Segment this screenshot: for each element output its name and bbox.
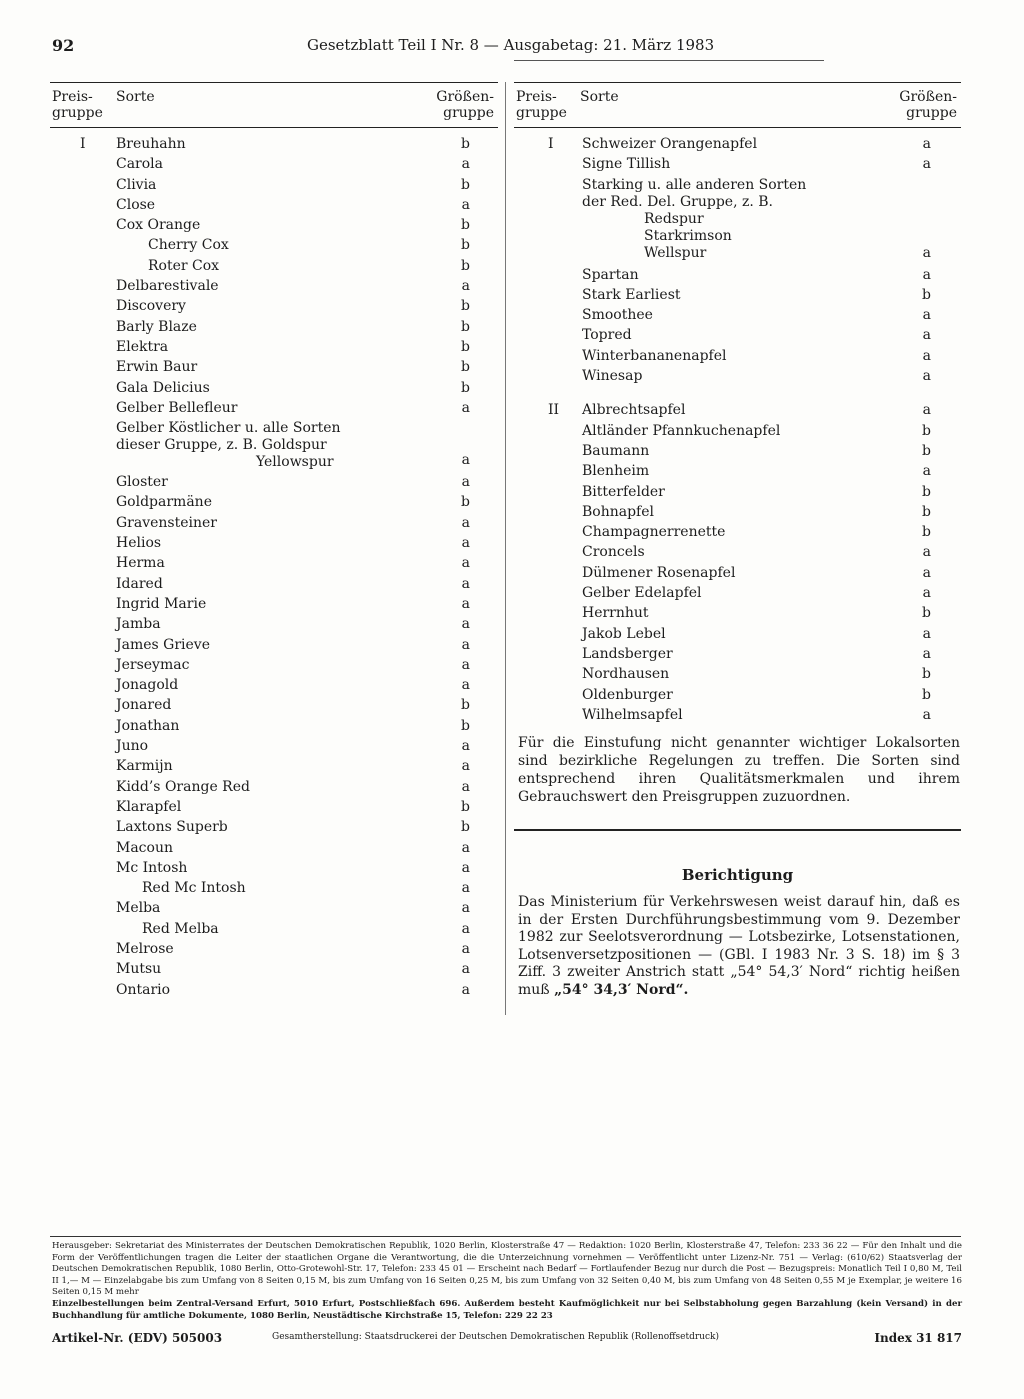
sorte-name: Gelber Edelapfel	[582, 585, 702, 602]
groessengruppe-value: b	[461, 717, 470, 734]
header-rule	[514, 60, 824, 61]
groessengruppe-value: b	[922, 605, 931, 622]
table-row	[50, 959, 498, 979]
berichtigung-correction: „54° 34,3′ Nord“.	[554, 981, 689, 998]
sorte-name: Helios	[116, 535, 162, 552]
table-row	[514, 325, 961, 345]
table-row	[50, 378, 498, 398]
groessengruppe-value: a	[922, 706, 931, 723]
groessengruppe-value: a	[461, 677, 470, 694]
table-row	[514, 134, 961, 154]
groessengruppe-value: a	[461, 880, 470, 897]
table-row	[50, 357, 498, 377]
groessengruppe-value: b	[461, 318, 470, 335]
table-row	[514, 285, 961, 305]
sorte-name: Macoun	[116, 839, 173, 856]
sorte-name: Champagnerrenette	[582, 524, 726, 541]
table-row	[514, 400, 961, 420]
imprint-main: Herausgeber: Sekretariat des Ministerrates der Deutschen Demokratischen Republik, 1020 Berlin, Klosterstraße 47 — Redaktion: 1020 Berlin, Klosterstraße 47, Telefon: 233 36 22 — Für den Inhalt und die Form der Veröffentlichungen tragen die Leiter der staatlichen Organe die Verantwortung, die die Unterzeichnung vornehmen — Veröffentlicht unter Lizenz-Nr. 751 — Verlag: (610/62) Staatsverlag der Deutschen Demokratischen Republik, 1080 Berlin, Otto-Grotewohl-Str. 17, Telefon: 233 45 01 — Erscheint nach Bedarf — Fortlaufender Bezug nur durch die Post — Bezugspreis: Monatlich Teil I 0,80 M, Teil II 1,— M — Einzelabgabe bis zum Umfang von 8 Seiten 0,15 M, bis zum Umfang von 16 Seiten 0,25 M, bis zum Umfang von 32 Seiten 0,40 M, bis zum Umfang von 48 Seiten 0,55 M je Exemplar, je weitere 16 Seiten 0,15 M mehr	[52, 1241, 962, 1298]
sorte-name: Mc Intosh	[116, 859, 188, 876]
groessengruppe-value: b	[461, 217, 470, 234]
groessengruppe-value: a	[461, 514, 470, 531]
groessengruppe-value: b	[461, 819, 470, 836]
groessengruppe-value: b	[461, 494, 470, 511]
sorte-name: Red Melba	[142, 920, 219, 937]
sorte-name: Stark Earliest	[582, 286, 681, 303]
sorte-name: Jonathan	[116, 717, 180, 734]
table-row	[50, 553, 498, 573]
groessengruppe-value: b	[461, 338, 470, 355]
table-row	[50, 817, 498, 837]
table-row	[50, 337, 498, 357]
sorte-name: Smoothee	[582, 307, 653, 324]
sorte-line: Yellowspur	[256, 454, 334, 471]
sorte-name: Baumann	[582, 442, 650, 459]
table-row	[50, 513, 498, 533]
sorte-line: Redspur	[644, 210, 704, 227]
sorte-name: Oldenburger	[582, 686, 673, 703]
table-row	[514, 624, 961, 644]
table-row	[50, 195, 498, 215]
header-sorte: Sorte	[116, 89, 155, 105]
groessengruppe-value: a	[461, 616, 470, 633]
imprint	[52, 1241, 962, 1322]
table-row	[514, 522, 961, 542]
sorte-name: Barly Blaze	[116, 318, 197, 335]
groessengruppe-value: b	[922, 483, 931, 500]
table-row	[50, 614, 498, 634]
table-row	[514, 346, 961, 366]
sorte-line: der Red. Del. Gruppe, z. B.	[582, 193, 773, 210]
groessengruppe-value: a	[461, 196, 470, 213]
groessengruppe-value: a	[461, 595, 470, 612]
sorte-name: Klarapfel	[116, 798, 182, 815]
table-row	[514, 154, 961, 174]
sorte-name: Jonagold	[116, 677, 179, 694]
sorte-name: Mutsu	[116, 961, 162, 978]
header-preis-line1: Preis-	[52, 89, 93, 105]
groessengruppe-value: a	[461, 656, 470, 673]
table-row	[50, 736, 498, 756]
sorte-line: Wellspur	[644, 244, 707, 261]
table-row	[50, 134, 498, 154]
header-preis-line1: Preis-	[516, 89, 557, 105]
footer-rule	[50, 1236, 961, 1237]
preisgruppe-value: II	[548, 402, 560, 419]
sorte-name: Laxtons Superb	[116, 819, 228, 836]
sorte-name: Discovery	[116, 298, 186, 315]
table-row	[514, 664, 961, 684]
groessengruppe-value: a	[461, 156, 470, 173]
groessengruppe-value: a	[461, 474, 470, 491]
table-row	[50, 716, 498, 736]
table-row	[50, 939, 498, 959]
groessengruppe-value: a	[922, 307, 931, 324]
table-row	[514, 421, 961, 441]
sorte-name: Roter Cox	[148, 257, 220, 274]
groessengruppe-value: a	[922, 368, 931, 385]
table-row	[50, 296, 498, 316]
table-row	[50, 256, 498, 276]
sorte-name: Breuhahn	[116, 136, 186, 152]
groessengruppe-value: a	[922, 327, 931, 344]
sorte-name: Clivia	[116, 176, 157, 193]
groessengruppe-value: b	[922, 666, 931, 683]
groessengruppe-value: a	[461, 278, 470, 295]
left-column	[50, 82, 498, 1000]
sorte-name: Goldparmäne	[116, 494, 212, 511]
groessengruppe-value: a	[922, 544, 931, 561]
table-row	[50, 695, 498, 715]
groessengruppe-value: a	[461, 839, 470, 856]
groessengruppe-value: a	[922, 625, 931, 642]
sorte-line: Gelber Köstlicher u. alle Sorten	[116, 420, 341, 437]
sorte-name: Cherry Cox	[148, 237, 229, 254]
table-row	[514, 175, 961, 265]
groessengruppe-value: b	[922, 286, 931, 303]
sorte-name: Kidd’s Orange Red	[116, 778, 250, 795]
right-column	[514, 82, 961, 725]
table-row	[514, 603, 961, 623]
imprint-orders	[52, 1299, 962, 1322]
sorte-name: Gala Delicius	[116, 379, 210, 396]
groessengruppe-value: a	[461, 940, 470, 957]
groessengruppe-value: a	[461, 778, 470, 795]
table-row	[514, 502, 961, 522]
groessengruppe-value: b	[461, 257, 470, 274]
header-groessengruppe	[424, 89, 494, 121]
table-row	[514, 644, 961, 664]
header-title: Gesetzblatt Teil I Nr. 8 — Ausgabetag: 21. März 1983	[307, 36, 715, 54]
table-row	[50, 235, 498, 255]
table-row	[514, 265, 961, 285]
sorte-name: Dülmener Rosenapfel	[582, 564, 736, 581]
groessengruppe-value: a	[461, 452, 470, 469]
sorte-name: Elektra	[116, 338, 169, 355]
table-row	[50, 919, 498, 939]
page-number: 92	[52, 36, 75, 55]
groessengruppe-value: a	[922, 463, 931, 480]
sorte-name: Bohnapfel	[582, 503, 655, 520]
header-preisgruppe	[516, 89, 576, 121]
sorte-name	[582, 177, 806, 262]
sorte-name: Carola	[116, 156, 164, 173]
sorte-name: Albrechtsapfel	[582, 402, 686, 419]
table-row	[50, 756, 498, 776]
groessengruppe-value: a	[922, 645, 931, 662]
artikel-number: Artikel-Nr. (EDV) 505003	[52, 1331, 223, 1345]
berichtigung-body: Das Ministerium für Verkehrswesen weist darauf hin, daß es in der Ersten Durchführungsbestimmung vom 9. Dezember 1982 zur Seelotsverordnung — Lotsbezirke, Lotsenstationen, Lotsenversetzpositionen — (GBl. I 1983 Nr. 3 S. 18) im § 3 Ziff. 3 zweiter Anstrich statt „54° 54,3′ Nord“ richtig heißen muß	[518, 894, 960, 998]
table-row	[514, 461, 961, 481]
table-row	[514, 685, 961, 705]
footer-bottom	[52, 1331, 962, 1347]
groessengruppe-value: a	[461, 961, 470, 978]
sorte-name: Erwin Baur	[116, 359, 198, 376]
sorte-name: Winterbananenapfel	[582, 347, 727, 364]
right-table-body	[514, 134, 961, 725]
sorte-name: Winesap	[582, 368, 643, 385]
table-row	[50, 418, 498, 472]
header-preis-line2: gruppe	[52, 105, 103, 121]
groessengruppe-value: b	[922, 422, 931, 439]
groessengruppe-value: b	[461, 798, 470, 815]
table-row	[50, 980, 498, 1000]
table-row	[50, 878, 498, 898]
groessengruppe-value: a	[461, 859, 470, 876]
sorte-name: Idared	[116, 575, 163, 592]
sorte-name: Cox Orange	[116, 217, 201, 234]
table-row	[50, 898, 498, 918]
groessengruppe-value: a	[922, 402, 931, 419]
groessengruppe-value: a	[922, 244, 931, 261]
table-row	[50, 175, 498, 195]
sorte-name: Altländer Pfannkuchenapfel	[582, 422, 781, 439]
sorte-name: Herrnhut	[582, 605, 649, 622]
preisgruppe-value: I	[80, 136, 86, 152]
header-groessengruppe	[887, 89, 957, 121]
berichtigung-title: Berichtigung	[681, 866, 794, 884]
groessengruppe-value: a	[461, 920, 470, 937]
sorte-name: Juno	[116, 738, 149, 755]
groessengruppe-value: a	[461, 575, 470, 592]
header-groesse-line2: gruppe	[906, 105, 957, 121]
sorte-name: Blenheim	[582, 463, 650, 480]
sorte-name: Wilhelmsapfel	[582, 706, 683, 723]
groessengruppe-value: a	[461, 981, 470, 998]
groessengruppe-value: b	[922, 686, 931, 703]
table-row	[50, 675, 498, 695]
sorte-name: Signe Tillish	[582, 156, 671, 173]
groessengruppe-value: b	[461, 298, 470, 315]
table-row	[514, 441, 961, 461]
column-divider	[505, 82, 506, 1015]
sorte-name: Croncels	[582, 544, 645, 561]
sorte-name: Topred	[582, 327, 632, 344]
sorte-name: Nordhausen	[582, 666, 670, 683]
groessengruppe-value: a	[922, 347, 931, 364]
table-row	[50, 838, 498, 858]
table-row	[514, 563, 961, 583]
groessengruppe-value: b	[922, 524, 931, 541]
table-row	[50, 858, 498, 878]
header-preis-line2: gruppe	[516, 105, 567, 121]
table-row	[50, 154, 498, 174]
groessengruppe-value: a	[461, 535, 470, 552]
groessengruppe-value: a	[922, 585, 931, 602]
sorte-name: Gloster	[116, 474, 168, 491]
groessengruppe-value: b	[461, 379, 470, 396]
sorte-name: Jamba	[116, 616, 161, 633]
groessengruppe-value: a	[922, 156, 931, 173]
preisgruppe-value: I	[548, 136, 554, 152]
table-row	[50, 533, 498, 553]
table-row	[50, 574, 498, 594]
header-preisgruppe	[52, 89, 112, 121]
table-header-right	[514, 82, 961, 128]
sorte-name: James Grieve	[116, 636, 210, 653]
sorte-name: Ingrid Marie	[116, 595, 207, 612]
sorte-name	[116, 420, 341, 471]
groessengruppe-value: b	[461, 237, 470, 254]
groessengruppe-value: b	[461, 136, 470, 152]
sorte-name: Jerseymac	[116, 656, 190, 673]
groessengruppe-value: a	[461, 900, 470, 917]
groessengruppe-value: a	[461, 636, 470, 653]
sorte-name: Gelber Bellefleur	[116, 399, 238, 416]
sorte-name: Close	[116, 196, 156, 213]
table-row	[514, 542, 961, 562]
index-number: Index 31 817	[874, 1331, 962, 1345]
table-row	[50, 472, 498, 492]
groessengruppe-value: a	[922, 564, 931, 581]
groessengruppe-value: a	[461, 738, 470, 755]
sorte-name: Bitterfelder	[582, 483, 665, 500]
table-row	[514, 305, 961, 325]
berichtigung-text	[518, 894, 960, 999]
sorte-name: Melba	[116, 900, 161, 917]
sorte-name: Gravensteiner	[116, 514, 218, 531]
groessengruppe-value: a	[461, 758, 470, 775]
groessengruppe-value: b	[461, 697, 470, 714]
group-gap	[514, 386, 961, 400]
sorte-name: Schweizer Orangenapfel	[582, 136, 758, 152]
sorte-name: Delbarestivale	[116, 278, 219, 295]
table-row	[514, 482, 961, 502]
left-table-body	[50, 134, 498, 1000]
sorte-name: Spartan	[582, 266, 639, 283]
table-row	[514, 366, 961, 386]
header-groesse-line1: Größen-	[436, 89, 494, 105]
header-sorte: Sorte	[580, 89, 619, 105]
note-paragraph: Für die Einstufung nicht genannter wichtiger Lokalsorten sind bezirkliche Regelungen zu treffen. Die Sorten sind entsprechend ihren Qualitätsmerkmalen und ihrem Gebrauchswert den Preisgruppen zuzuordnen.	[518, 735, 960, 805]
table-row	[514, 705, 961, 725]
table-row	[50, 215, 498, 235]
table-row	[50, 398, 498, 418]
groessengruppe-value: b	[461, 176, 470, 193]
sorte-line: Starking u. alle anderen Sorten	[582, 176, 807, 193]
groessengruppe-value: a	[922, 136, 931, 152]
table-row	[50, 797, 498, 817]
groessengruppe-value: b	[461, 359, 470, 376]
gesamtherstellung: Gesamtherstellung: Staatsdruckerei der Deutschen Demokratischen Republik (Rollenoffsetdruck)	[272, 1332, 719, 1342]
page-header	[0, 36, 1024, 56]
sorte-name: Karmijn	[116, 758, 173, 775]
table-row	[50, 594, 498, 614]
table-row	[50, 276, 498, 296]
groessengruppe-value: b	[922, 503, 931, 520]
sorte-name: Herma	[116, 555, 165, 572]
header-groesse-line2: gruppe	[443, 105, 494, 121]
sorte-name: Ontario	[116, 981, 171, 998]
table-row	[50, 492, 498, 512]
imprint-orders-text: Einzelbestellungen beim Zentral-Versand Erfurt, 5010 Erfurt, Postschließfach 696. Außerdem besteht Kaufmöglichkeit nur bei Selbstabholung gegen Barzahlung (kein Versand) in der Buchhandlung für amtliche Dokumente, 1080 Berlin, Neustädtische Kirchstraße 15, Telefon: 229 22 23	[52, 1298, 962, 1321]
sorte-name: Jonared	[116, 697, 172, 714]
sorte-name: Melrose	[116, 940, 174, 957]
groessengruppe-value: b	[922, 442, 931, 459]
sorte-name: Landsberger	[582, 645, 673, 662]
table-row	[50, 635, 498, 655]
sorte-name: Red Mc Intosh	[142, 880, 246, 897]
table-row	[50, 655, 498, 675]
header-groesse-line1: Größen-	[899, 89, 957, 105]
section-rule	[514, 829, 961, 831]
table-row	[514, 583, 961, 603]
groessengruppe-value: a	[922, 266, 931, 283]
groessengruppe-value: a	[461, 399, 470, 416]
sorte-line: Starkrimson	[644, 227, 732, 244]
table-header-left	[50, 82, 498, 128]
sorte-name: Jakob Lebel	[582, 625, 666, 642]
groessengruppe-value: a	[461, 555, 470, 572]
table-row	[50, 317, 498, 337]
sorte-line: dieser Gruppe, z. B. Goldspur	[116, 437, 327, 454]
table-row	[50, 777, 498, 797]
